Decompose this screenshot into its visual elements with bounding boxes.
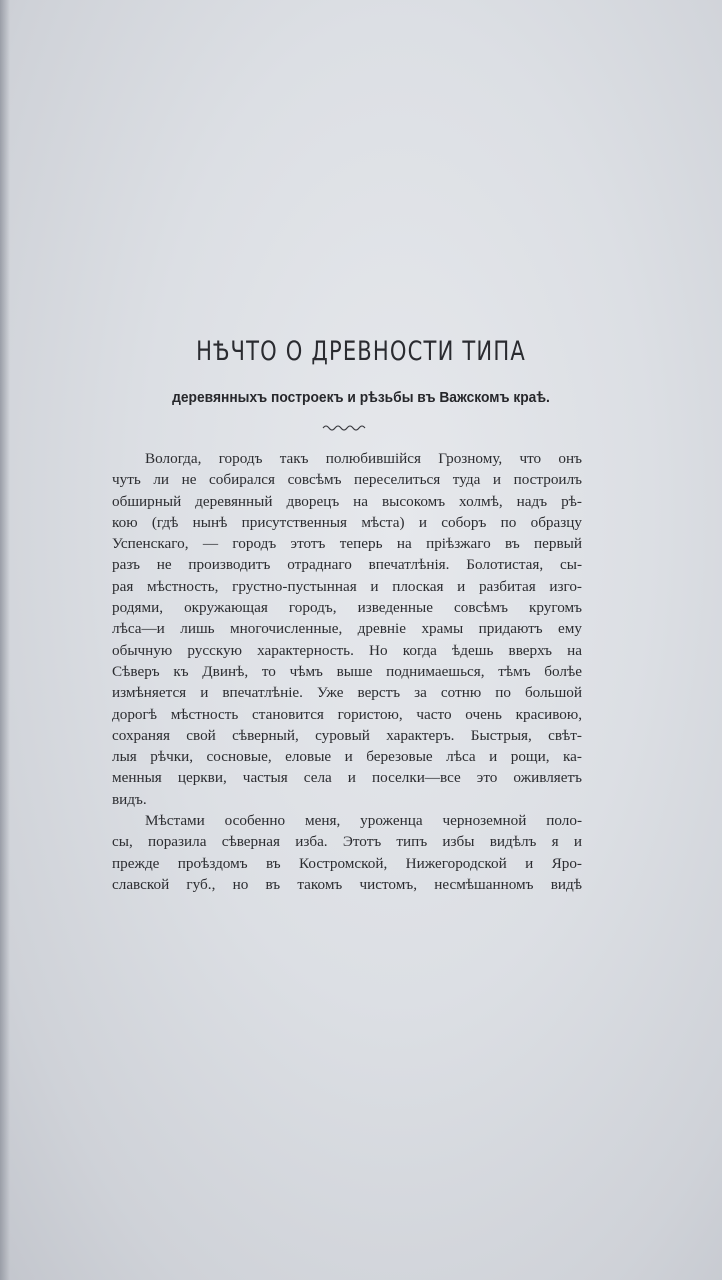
body-text (112, 448, 582, 895)
text-line: Успенскаго, — городъ этотъ теперь на пріѣзжаго въ первый (112, 535, 582, 553)
text-line: сы, поразила сѣверная изба. Этотъ типъ избы видѣлъ я и (112, 833, 582, 851)
text-line: рая мѣстность, грустно-пустынная и плоская и разбитая изго- (112, 577, 582, 595)
text-line: дорогѣ мѣстность становится гористою, часто очень красивою, (112, 705, 582, 723)
text-line: обширный деревянный дворецъ на высокомъ холмѣ, надъ рѣ- (112, 492, 582, 510)
text-line: чуть ли не собирался совсѣмъ переселиться туда и построилъ (112, 471, 582, 489)
wavy-line-ornament-icon (322, 423, 366, 433)
text-line: обычную русскую характерность. Но когда ѣдешь вверхъ на (112, 641, 582, 659)
text-line: Вологда, городъ такъ полюбившійся Грозному, что онъ (145, 450, 582, 467)
page-subtitle: деревянныхъ построекъ и рѣзьбы въ Важскомъ краѣ. (172, 389, 550, 406)
text-line: славской губ., но въ такомъ чистомъ, несмѣшанномъ видѣ (112, 875, 582, 893)
text-line: видъ. (112, 790, 147, 808)
text-line: кою (гдѣ нынѣ присутственныя мѣста) и соборъ по образцу (112, 513, 582, 531)
text-line: сохраняя свой сѣверный, суровый характеръ. Быстрыя, свѣт- (112, 726, 582, 744)
text-line: лыя рѣчки, сосновые, еловые и березовые лѣса и рощи, ка- (112, 748, 582, 766)
text-line: Мѣстами особенно меня, уроженца черноземной поло- (145, 812, 582, 830)
text-line: родями, окружающая городъ, изведенные совсѣмъ кругомъ (112, 599, 582, 617)
text-line: измѣняется и впечатлѣніе. Уже верстъ за сотню по большой (112, 684, 582, 702)
text-line: Сѣверъ къ Двинѣ, то чѣмъ выше поднимаешься, тѣмъ болѣе (112, 662, 582, 680)
page-edge-shadow (0, 0, 10, 1280)
text-line: лѣса—и лишь многочисленные, древніе храмы придаютъ ему (112, 620, 582, 638)
text-line: разъ не производитъ отраднаго впечатлѣнія. Болотистая, сы- (112, 556, 582, 574)
paragraph-2 (112, 810, 582, 895)
text-line: менныя церкви, частыя села и поселки—все это оживляетъ (112, 769, 582, 787)
paragraph-1 (112, 448, 582, 810)
text-line: прежде проѣздомъ въ Костромской, Нижегородской и Яро- (112, 854, 582, 872)
page-title: НѢЧТО О ДРЕВНОСТИ ТИПА (196, 336, 526, 367)
